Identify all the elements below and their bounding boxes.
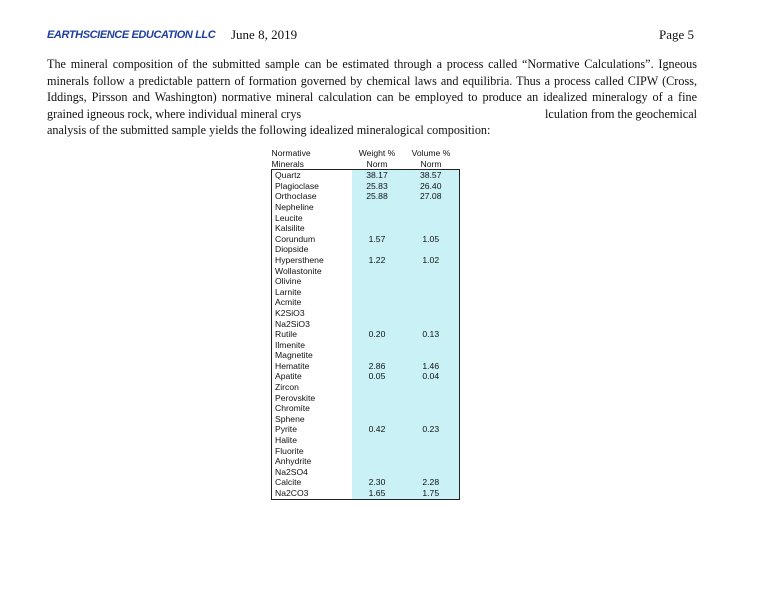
table-row [272, 223, 460, 234]
table-row [272, 308, 460, 319]
table-row [272, 255, 460, 266]
weight-percent-cell [352, 340, 403, 351]
table-row [272, 435, 460, 446]
volume-percent-cell [403, 340, 460, 351]
table-row [272, 467, 460, 478]
weight-percent-cell: 0.42 [352, 424, 403, 435]
table-row [272, 297, 460, 308]
mineral-name-cell: Orthoclase [272, 191, 352, 202]
page-number: Page 5 [658, 27, 694, 42]
volume-percent-cell [403, 350, 460, 361]
table-row [272, 191, 460, 202]
volume-percent-cell [403, 382, 460, 393]
weight-percent-cell [352, 266, 403, 277]
table-row [272, 361, 460, 372]
table-row [272, 488, 460, 499]
header-volume-line1: Volume % [411, 148, 451, 158]
weight-percent-cell [352, 244, 403, 255]
weight-percent-cell: 38.17 [352, 170, 403, 181]
volume-percent-cell [403, 414, 460, 425]
mineral-name-cell: Pyrite [272, 424, 352, 435]
company-name: EARTHSCIENCE EDUCATION LLC [47, 29, 216, 41]
paragraph-fragment-left: grained igneous rock, where individual mineral crys [47, 106, 302, 121]
mineral-name-cell: Calcite [272, 477, 352, 488]
mineral-name-cell: Leucite [272, 213, 352, 224]
volume-percent-cell: 0.13 [403, 329, 460, 340]
document-date: June 8, 2019 [231, 27, 298, 42]
table-row [272, 213, 460, 224]
table-row [272, 276, 460, 287]
mineral-name-cell: Quartz [272, 170, 352, 181]
volume-percent-cell [403, 223, 460, 234]
mineral-name-cell: Diopside [272, 244, 352, 255]
table-row [272, 424, 460, 435]
volume-percent-cell [403, 456, 460, 467]
table-row [272, 446, 460, 457]
table-row [272, 170, 460, 181]
volume-percent-cell [403, 403, 460, 414]
volume-percent-cell [403, 319, 460, 330]
weight-percent-cell [352, 393, 403, 404]
volume-percent-cell [403, 276, 460, 287]
volume-percent-cell: 0.04 [403, 371, 460, 382]
mineral-name-cell: Anhydrite [272, 456, 352, 467]
weight-percent-cell: 0.20 [352, 329, 403, 340]
weight-percent-cell [352, 456, 403, 467]
weight-percent-cell [352, 435, 403, 446]
paragraph-line: analysis of the submitted sample yields the following idealized mineralogical composition: [47, 123, 491, 137]
mineral-name-cell: Rutile [272, 329, 352, 340]
mineral-name-cell: Sphene [272, 414, 352, 425]
paragraph-fragment-right: lculation from the geochemical [545, 106, 697, 121]
mineral-name-cell: Na2SiO3 [272, 319, 352, 330]
volume-percent-cell: 1.75 [403, 488, 460, 499]
weight-percent-cell [352, 276, 403, 287]
table-row [272, 414, 460, 425]
weight-percent-cell [352, 297, 403, 308]
header-weight-line2: Norm [366, 158, 388, 169]
volume-percent-cell [403, 308, 460, 319]
normative-minerals-table [271, 148, 460, 500]
weight-percent-cell: 1.22 [352, 255, 403, 266]
mineral-name-cell: Larnite [272, 287, 352, 298]
paragraph-line-split [47, 106, 697, 123]
table-row [272, 456, 460, 467]
mineral-name-cell: Plagioclase [272, 181, 352, 192]
header-weight-line1: Weight % [358, 148, 396, 158]
volume-percent-cell [403, 467, 460, 478]
volume-percent-cell: 1.46 [403, 361, 460, 372]
mineral-name-cell: Zircon [272, 382, 352, 393]
table-row [272, 403, 460, 414]
weight-percent-cell [352, 414, 403, 425]
weight-percent-cell [352, 350, 403, 361]
mineral-name-cell: Perovskite [272, 393, 352, 404]
header-weight [352, 148, 403, 170]
table-row [272, 319, 460, 330]
volume-percent-cell [403, 435, 460, 446]
volume-percent-cell: 1.02 [403, 255, 460, 266]
table-row [272, 382, 460, 393]
weight-percent-cell [352, 287, 403, 298]
weight-percent-cell [352, 202, 403, 213]
table-row [272, 266, 460, 277]
weight-percent-cell: 1.65 [352, 488, 403, 499]
header-volume [403, 148, 460, 170]
weight-percent-cell: 25.88 [352, 191, 403, 202]
volume-percent-cell: 26.40 [403, 181, 460, 192]
mineral-name-cell: Hypersthene [272, 255, 352, 266]
paragraph-line: minerals follow a predictable pattern of formation governed by chemical laws and equilibria. Thus a process called CIPW (Cross, [47, 73, 697, 88]
weight-percent-cell: 25.83 [352, 181, 403, 192]
mineral-rows [272, 170, 460, 499]
mineral-name-cell: Corundum [272, 234, 352, 245]
mineral-name-cell: Wollastonite [272, 266, 352, 277]
mineral-name-cell: Acmite [272, 297, 352, 308]
mineral-name-cell: Hematite [272, 361, 352, 372]
table-row [272, 234, 460, 245]
weight-percent-cell [352, 403, 403, 414]
mineral-name-cell: Olivine [272, 276, 352, 287]
volume-percent-cell [403, 202, 460, 213]
mineral-name-cell: Kalsilite [272, 223, 352, 234]
weight-percent-cell [352, 308, 403, 319]
paragraph-line: The mineral composition of the submitted sample can be estimated through a process called “Normative Calculations”. Igneous [47, 57, 697, 71]
weight-percent-cell [352, 213, 403, 224]
mineral-name-cell: Apatite [272, 371, 352, 382]
weight-percent-cell [352, 319, 403, 330]
table-row [272, 393, 460, 404]
mineral-name-cell: Magnetite [272, 350, 352, 361]
mineral-name-cell: Na2SO4 [272, 467, 352, 478]
table-row [272, 329, 460, 340]
weight-percent-cell: 1.57 [352, 234, 403, 245]
table-row [272, 340, 460, 351]
table-row [272, 350, 460, 361]
table-row [272, 287, 460, 298]
intro-paragraph [47, 56, 697, 139]
weight-percent-cell: 0.05 [352, 371, 403, 382]
weight-percent-cell [352, 223, 403, 234]
table-row [272, 477, 460, 488]
weight-percent-cell: 2.30 [352, 477, 403, 488]
table-row [272, 244, 460, 255]
weight-percent-cell: 2.86 [352, 361, 403, 372]
mineral-name-cell: Fluorite [272, 446, 352, 457]
mineral-name-cell: Chromite [272, 403, 352, 414]
header-minerals [272, 148, 352, 170]
paragraph-line: Iddings, Pirsson and Washington) normative mineral calculation can be employed to produce an idealized mineralogy of a fine [47, 90, 697, 104]
mineral-name-cell: Halite [272, 435, 352, 446]
volume-percent-cell [403, 446, 460, 457]
mineral-name-cell: Na2CO3 [272, 488, 352, 499]
table-row [272, 181, 460, 192]
volume-percent-cell: 2.28 [403, 477, 460, 488]
volume-percent-cell [403, 297, 460, 308]
volume-percent-cell: 27.08 [403, 191, 460, 202]
volume-percent-cell [403, 266, 460, 277]
weight-percent-cell [352, 446, 403, 457]
weight-percent-cell [352, 382, 403, 393]
mineral-name-cell: Nepheline [272, 202, 352, 213]
volume-percent-cell [403, 244, 460, 255]
volume-percent-cell [403, 213, 460, 224]
table-row [272, 202, 460, 213]
header-minerals-line2: Minerals [271, 158, 304, 169]
volume-percent-cell: 0.23 [403, 424, 460, 435]
volume-percent-cell: 1.05 [403, 234, 460, 245]
header-volume-line2: Norm [420, 158, 442, 169]
mineral-name-cell: Ilmenite [272, 340, 352, 351]
weight-percent-cell [352, 467, 403, 478]
volume-percent-cell [403, 393, 460, 404]
volume-percent-cell: 38.57 [403, 170, 460, 181]
mineral-name-cell: K2SiO3 [272, 308, 352, 319]
table-row [272, 371, 460, 382]
volume-percent-cell [403, 287, 460, 298]
header-minerals-line1: Normative [271, 148, 311, 158]
